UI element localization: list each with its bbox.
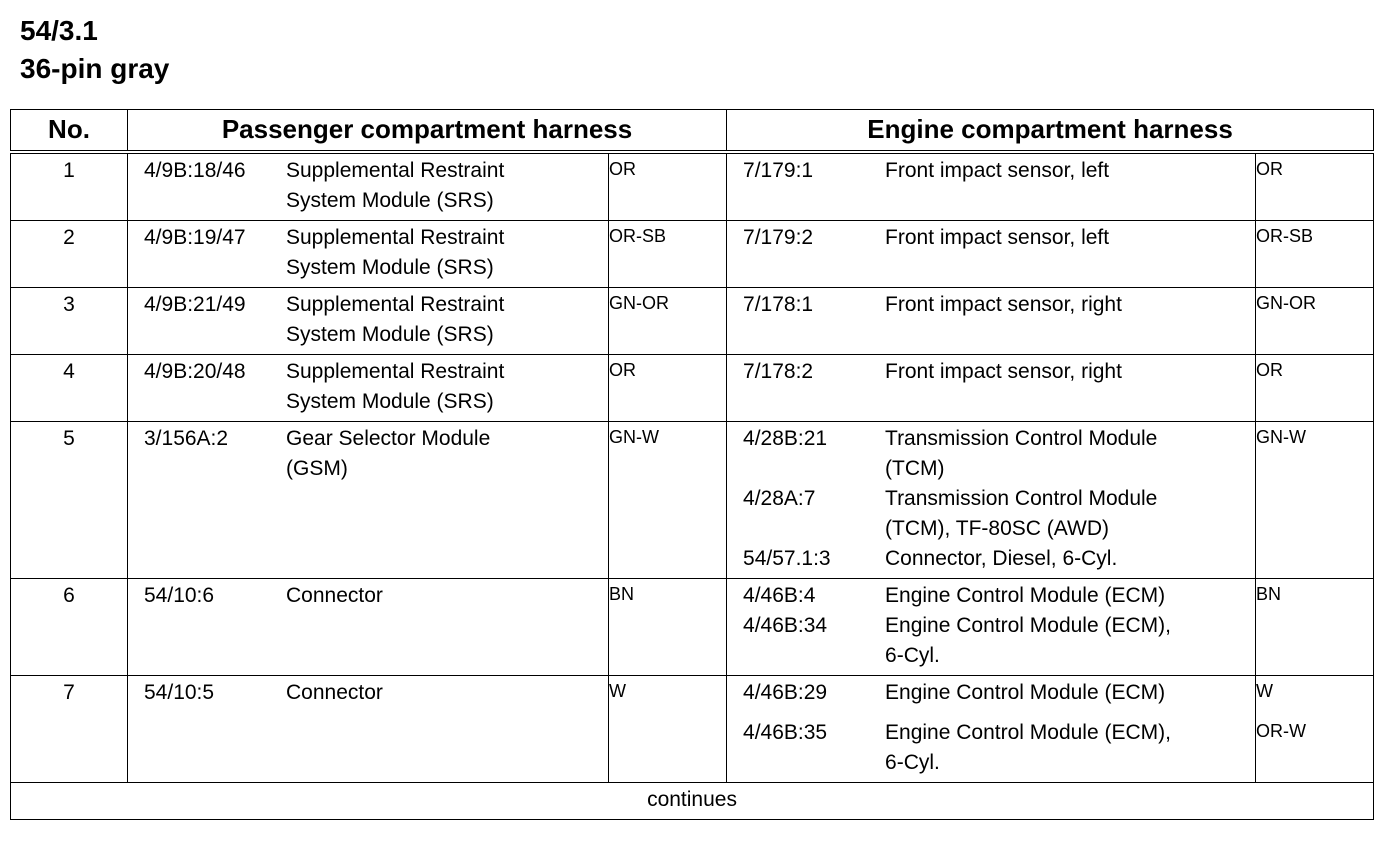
- passenger-wire-color: [609, 422, 727, 579]
- engine-entry: [727, 290, 1255, 320]
- description-line: 6-Cyl.: [885, 644, 940, 667]
- engine-entry: [727, 357, 1255, 387]
- header-no: No.: [11, 110, 128, 153]
- wire-color: OR: [609, 159, 636, 179]
- engine-ref: 7/178:2: [743, 360, 814, 383]
- passenger-ref: 54/10:5: [144, 681, 215, 704]
- description-line: Front impact sensor, right: [885, 360, 1122, 383]
- passenger-cell: [128, 422, 609, 579]
- table-row: [11, 355, 1374, 422]
- description-line: Supplemental Restraint: [286, 293, 505, 316]
- engine-description: [885, 223, 1255, 253]
- description-line: Front impact sensor, right: [885, 293, 1122, 316]
- engine-wire-color: [1256, 579, 1374, 676]
- engine-cell: [727, 221, 1256, 288]
- engine-cell: [727, 579, 1256, 676]
- engine-entry: [727, 544, 1255, 574]
- description-line: System Module (SRS): [286, 323, 494, 346]
- engine-ref: 4/28A:7: [743, 487, 816, 510]
- engine-ref: 54/57.1:3: [743, 547, 831, 570]
- passenger-ref: 4/9B:21/49: [144, 293, 246, 316]
- table-row: [11, 152, 1374, 221]
- description-line: System Module (SRS): [286, 189, 494, 212]
- pin-number: 3: [11, 288, 128, 355]
- passenger-ref: 4/9B:20/48: [144, 360, 246, 383]
- header-engine: Engine compartment harness: [727, 110, 1374, 153]
- header-passenger: Passenger compartment harness: [128, 110, 727, 153]
- description-line: Engine Control Module (ECM): [885, 681, 1166, 704]
- engine-description: [885, 424, 1255, 484]
- page-header: [20, 12, 169, 88]
- engine-cell: [727, 422, 1256, 579]
- engine-ref: 7/179:1: [743, 159, 814, 182]
- description-line: Connector, Diesel, 6-Cyl.: [885, 547, 1118, 570]
- description-line: Connector: [286, 681, 383, 704]
- engine-ref: 4/46B:4: [743, 584, 816, 607]
- engine-ref: 4/28B:21: [743, 427, 828, 450]
- description-line: Engine Control Module (ECM): [885, 584, 1166, 607]
- engine-entry: [727, 678, 1255, 708]
- wire-color: BN: [609, 584, 635, 604]
- pin-number: 2: [11, 221, 128, 288]
- engine-description: [885, 156, 1255, 186]
- passenger-description: [286, 581, 608, 611]
- passenger-entry: [128, 678, 608, 708]
- engine-description: [885, 718, 1255, 778]
- wire-color: OR-W: [1256, 721, 1306, 741]
- pin-number: 4: [11, 355, 128, 422]
- engine-entry: [727, 611, 1255, 671]
- wire-color: OR-SB: [609, 226, 667, 246]
- wire-color: W: [1256, 681, 1274, 701]
- engine-description: [885, 484, 1255, 544]
- passenger-cell: [128, 152, 609, 221]
- description-line: 6-Cyl.: [885, 751, 940, 774]
- description-line: Supplemental Restraint: [286, 159, 505, 182]
- passenger-entry: [128, 290, 608, 350]
- engine-entry: [727, 424, 1255, 484]
- passenger-entry: [128, 424, 608, 484]
- pin-number: 7: [11, 676, 128, 783]
- wire-color: OR: [1256, 360, 1284, 380]
- passenger-description: [286, 357, 608, 417]
- table-header-row: [11, 110, 1374, 153]
- description-line: Transmission Control Module: [885, 427, 1158, 450]
- passenger-description: [286, 678, 608, 708]
- wire-color: GN-OR: [609, 293, 669, 313]
- engine-ref: 7/179:2: [743, 226, 814, 249]
- wire-color: GN-OR: [1256, 293, 1317, 313]
- description-line: System Module (SRS): [286, 390, 494, 413]
- passenger-ref: 54/10:6: [144, 584, 215, 607]
- engine-cell: [727, 288, 1256, 355]
- engine-entry: [727, 581, 1255, 611]
- passenger-ref: 4/9B:19/47: [144, 226, 246, 249]
- engine-cell: [727, 355, 1256, 422]
- pin-number: 6: [11, 579, 128, 676]
- wire-color: BN: [1256, 584, 1282, 604]
- description-line: Engine Control Module (ECM),: [885, 614, 1171, 637]
- description-line: (TCM), TF-80SC (AWD): [885, 517, 1109, 540]
- description-line: Supplemental Restraint: [286, 360, 505, 383]
- passenger-wire-color: [609, 152, 727, 221]
- engine-description: [885, 290, 1255, 320]
- passenger-cell: [128, 221, 609, 288]
- passenger-wire-color: [609, 288, 727, 355]
- engine-cell: [727, 152, 1256, 221]
- passenger-description: [286, 424, 608, 484]
- table-row: [11, 422, 1374, 579]
- passenger-wire-color: [609, 355, 727, 422]
- wire-color: OR-SB: [1256, 226, 1314, 246]
- engine-ref: 7/178:1: [743, 293, 814, 316]
- description-line: (GSM): [286, 457, 348, 480]
- engine-wire-color: [1256, 288, 1374, 355]
- wire-color: GN-W: [1256, 427, 1306, 447]
- description-line: System Module (SRS): [286, 256, 494, 279]
- table-row: [11, 676, 1374, 783]
- passenger-description: [286, 290, 608, 350]
- engine-description: [885, 611, 1255, 671]
- engine-description: [885, 581, 1255, 611]
- pin-number: 1: [11, 152, 128, 221]
- wire-color: GN-W: [609, 427, 659, 447]
- description-line: Transmission Control Module: [885, 487, 1158, 510]
- engine-entry: [727, 718, 1255, 778]
- description-line: Engine Control Module (ECM),: [885, 721, 1171, 744]
- description-line: Supplemental Restraint: [286, 226, 505, 249]
- table-row: [11, 579, 1374, 676]
- wiring-table: [10, 109, 1374, 820]
- engine-entry: [727, 156, 1255, 186]
- continues-note: continues: [11, 783, 1374, 820]
- passenger-wire-color: [609, 579, 727, 676]
- description-line: Gear Selector Module: [286, 427, 491, 450]
- passenger-wire-color: [609, 221, 727, 288]
- description-line: Front impact sensor, left: [885, 226, 1110, 249]
- engine-ref: 4/46B:35: [743, 721, 828, 744]
- pin-number: 5: [11, 422, 128, 579]
- wire-color: OR: [609, 360, 636, 380]
- engine-ref: 4/46B:34: [743, 614, 828, 637]
- engine-description: [885, 357, 1255, 387]
- passenger-ref: 4/9B:18/46: [144, 159, 246, 182]
- table-footer-row: [11, 783, 1374, 820]
- passenger-wire-color: [609, 676, 727, 783]
- passenger-cell: [128, 355, 609, 422]
- engine-description: [885, 544, 1255, 574]
- description-line: Connector: [286, 584, 383, 607]
- engine-entry: [727, 223, 1255, 253]
- passenger-entry: [128, 156, 608, 216]
- passenger-ref: 3/156A:2: [144, 427, 229, 450]
- description-line: Front impact sensor, left: [885, 159, 1110, 182]
- description-line: (TCM): [885, 457, 945, 480]
- engine-ref: 4/46B:29: [743, 681, 828, 704]
- table-row: [11, 288, 1374, 355]
- passenger-description: [286, 156, 608, 216]
- engine-entry: [727, 484, 1255, 544]
- engine-wire-color: [1256, 422, 1374, 579]
- engine-wire-color: [1256, 355, 1374, 422]
- connector-description: 36-pin gray: [20, 53, 170, 84]
- passenger-entry: [128, 357, 608, 417]
- engine-wire-color: [1256, 221, 1374, 288]
- passenger-entry: [128, 223, 608, 283]
- passenger-cell: [128, 676, 609, 783]
- wire-color: OR: [1256, 159, 1284, 179]
- engine-wire-color: [1256, 152, 1374, 221]
- engine-wire-color: [1256, 676, 1374, 783]
- connector-id: 54/3.1: [20, 15, 98, 46]
- passenger-entry: [128, 581, 608, 611]
- passenger-cell: [128, 288, 609, 355]
- passenger-cell: [128, 579, 609, 676]
- passenger-description: [286, 223, 608, 283]
- table-row: [11, 221, 1374, 288]
- engine-description: [885, 678, 1255, 708]
- wiring-table-container: [10, 109, 1373, 820]
- table-body: [11, 152, 1374, 783]
- engine-cell: [727, 676, 1256, 783]
- wire-color: W: [609, 681, 626, 701]
